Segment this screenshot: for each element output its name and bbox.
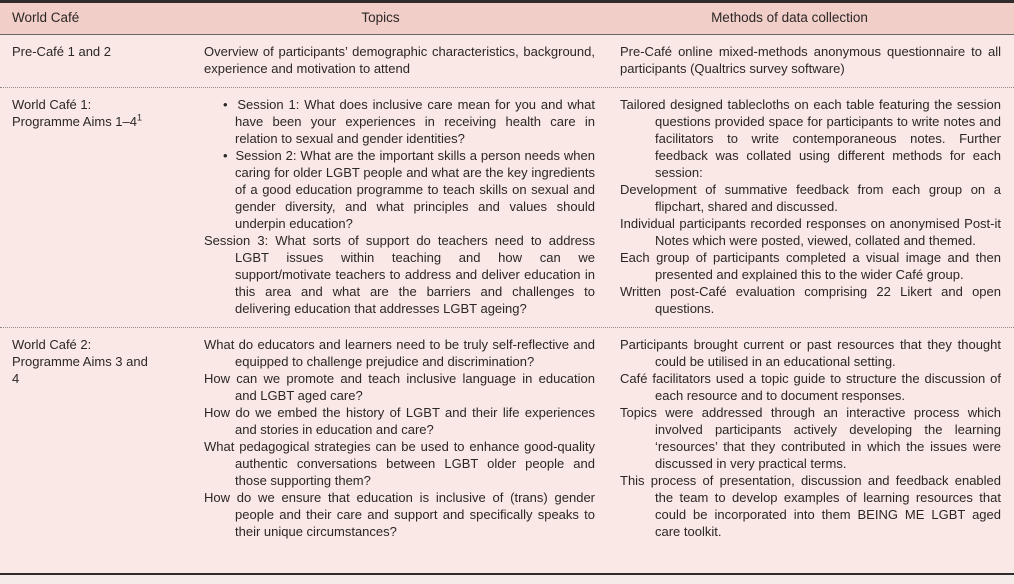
footnote-marker: 1 — [137, 112, 143, 123]
bullet-icon: • — [223, 97, 228, 112]
method-paragraph: Individual participants recorded responses on anonymised Post-it Notes which were posted, viewed, collated and themed. — [620, 216, 1001, 248]
topic-paragraph: How can we promote and teach inclusive language in education and LGBT aged care? — [204, 371, 595, 403]
topic-text: Session 2: What are the important skills a person needs when caring for older LGBT people and what are the key ingredients of a good education programme to teach skills on sexual and gender diversity, and what principles and values should underpin education? — [235, 148, 595, 231]
topic-paragraph: Session 3: What sorts of support do teachers need to address LGBT issues within teaching and how can we support/motivate teachers to address and deliver education in this area and what are the barriers and challenges to delivering education that addresses LGBT ageing? — [204, 233, 595, 316]
row-label-line: World Café 2: — [12, 337, 92, 352]
topic-paragraph: Overview of participants’ demographic characteristics, background, experience and motivation to attend — [204, 44, 595, 76]
method-paragraph: This process of presentation, discussion and feedback enabled the team to develop examples of learning resources that could be incorporated into them BEING ME LGBT aged care toolkit. — [620, 473, 1001, 539]
topic-paragraph — [204, 96, 595, 147]
row-label-line: Pre-Café 1 and 2 — [12, 44, 112, 59]
topics-cell — [186, 96, 605, 317]
row-label-cell — [0, 43, 186, 77]
row-label-cell — [0, 96, 186, 317]
topic-paragraph: What do educators and learners need to be truly self-reflective and equipped to challenge prejudice and discrimination? — [204, 337, 595, 369]
methods-cell — [605, 336, 1014, 540]
methods-cell — [605, 96, 1014, 317]
methods-cell — [605, 43, 1014, 77]
bullet-icon: • — [223, 148, 228, 163]
method-paragraph: Written post-Café evaluation comprising 22 Likert and open questions. — [620, 284, 1001, 316]
topics-cell — [186, 336, 605, 540]
header-world-cafe: World Café — [12, 10, 80, 25]
row-label-cell — [0, 336, 186, 540]
table-row-pre-cafe — [0, 35, 1014, 88]
method-paragraph: Pre-Café online mixed-methods anonymous questionnaire to all participants (Qualtrics survey software) — [620, 44, 1001, 76]
row-label-line: World Café 1: — [12, 97, 92, 112]
method-paragraph: Topics were addressed through an interactive process which involved participants actively developing the learning ‘resources’ that they contributed in which the issues were discussed in very practical terms. — [620, 405, 1001, 471]
header-topics: Topics — [361, 10, 400, 25]
topics-cell — [186, 43, 605, 77]
topic-paragraph — [204, 147, 595, 232]
row-label-line — [12, 113, 178, 130]
topic-text: Session 1: What does inclusive care mean for you and what have been your experiences in receiving health care in relation to sexual and gender identities? — [235, 97, 595, 146]
method-paragraph: Development of summative feedback from each group on a flipchart, shared and discussed. — [620, 182, 1001, 214]
row-label-line: Programme Aims 3 and — [12, 354, 148, 369]
row-label-line: 4 — [12, 371, 20, 386]
topic-paragraph: How do we embed the history of LGBT and their life experiences and stories in education and care? — [204, 405, 595, 437]
table-row-world-cafe-1 — [0, 88, 1014, 328]
header-methods: Methods of data collection — [711, 10, 868, 25]
row-label-text: Programme Aims 1–4 — [12, 114, 137, 129]
method-paragraph: Café facilitators used a topic guide to structure the discussion of each resource and to document responses. — [620, 371, 1001, 403]
topic-paragraph: How do we ensure that education is inclusive of (trans) gender people and their care and support and specifically speaks to their unique circumstances? — [204, 490, 595, 539]
table-row-world-cafe-2 — [0, 328, 1014, 550]
topic-paragraph: What pedagogical strategies can be used to enhance good-quality authentic conversations between LGBT older people and those supporting them? — [204, 439, 595, 488]
method-paragraph: Participants brought current or past resources that they thought could be utilised in an educational setting. — [620, 337, 1001, 369]
method-paragraph: Tailored designed tablecloths on each table featuring the session questions provided space for participants to write notes and facilitators to write contemporaneous notes. Further feedback was collated using different methods for each session: — [620, 97, 1001, 180]
table-header-row — [0, 3, 1014, 35]
method-paragraph: Each group of participants completed a visual image and then presented and explained this to the wider Café group. — [620, 250, 1001, 282]
